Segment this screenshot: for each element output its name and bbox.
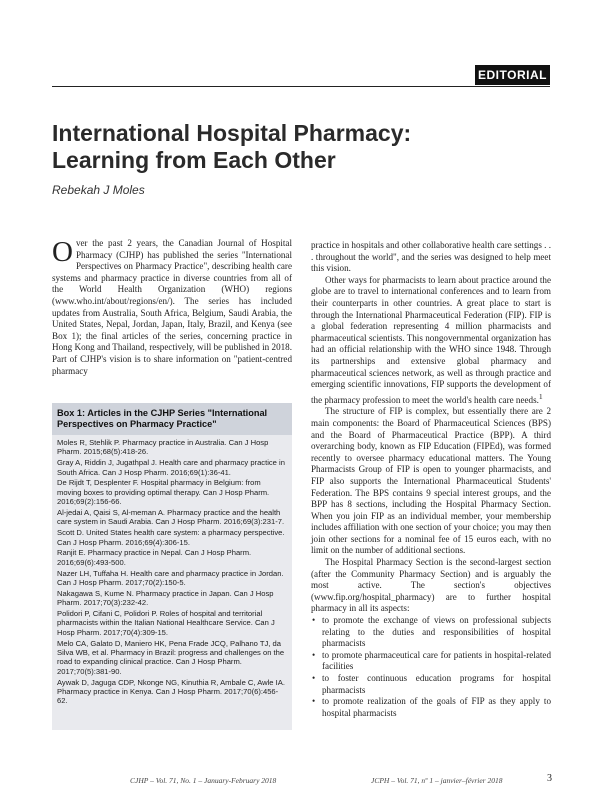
box-reference-item: Ranjit E. Pharmacy practice in Nepal. Can J Hosp Pharm. 2016;69(6):493-500. [57, 548, 252, 567]
list-item: • to foster continuous education programs for hospital pharmacists [311, 673, 551, 696]
box-reference-item: Al-jedai A, Qaisi S, Al-meman A. Pharmacy practice and the health care system in Saudi Arabia. Can J Hosp Pharm. 2016;69(3):231-7. [57, 508, 285, 527]
right-paragraph-4: The Hospital Pharmacy Section is the second-largest section (after the Community Pharmacy Section) and is arguably the most active. The section's objectives (www.fip.org/hospital_pharmacy) are to further hospital pharmacy in all its aspects: [311, 557, 551, 614]
objectives-list [311, 615, 551, 719]
box-reference-item: Gray A, Riddin J, Jugathpal J. Health care and pharmacy practice in South Africa. Can J Hosp Pharm. 2016;69(1):36-41. [57, 458, 285, 477]
left-paragraph-1-text: ver the past 2 years, the Canadian Journal of Hospital Pharmacy (CJHP) has published the series "International Perspectives on Pharmacy Practice", describing health care systems and pharmacy practice in diverse countries from all of the World Health Organization (WHO) regions (www.who.int/about/regions/en/). The series has included updates from Australia, South Africa, Belgium, Saudi Arabia, the United States, Nepal, Jordan, Japan, Italy, Brazil, and Kenya (see Box 1); the final articles of the series, concerning practice in Hong Kong and Thailand, respectively, will be published in 2018. Part of CJHP's vision is to share information on "patient-centred pharmacy [52, 238, 292, 376]
box-reference-item: Moles R, Stehlik P. Pharmacy practice in Australia. Can J Hosp Pharm. 2015;68(5):418-26. [57, 438, 269, 457]
right-paragraph-2 [311, 275, 551, 407]
footer-english: CJHP – Vol. 71, No. 1 – January-February 2018 [130, 776, 277, 785]
box-reference-item: De Rijdt T, Desplenter F. Hospital pharmacy in Belgium: from moving boxes to providing optimal therapy. Can J Hosp Pharm. 2016;69(2):156-66. [57, 478, 270, 507]
left-column [52, 238, 292, 377]
drop-cap: O [52, 236, 73, 268]
box-reference-item: Polidori P, Cifani C, Polidori P. Roles of hospital and territorial pharmacists within the Italian National Healthcare Service. Can J Hosp Pharm. 2017;70(4):309-15. [57, 609, 275, 637]
section-label: EDITORIAL [475, 65, 550, 85]
article-title: International Hospital Pharmacy: Learning from Each Other [52, 120, 412, 173]
list-item: • to promote the exchange of views on professional subjects relating to the duties and responsibilities of hospital pharmacists [311, 615, 551, 650]
box-reference-item: Scott D. United States health care system: a pharmacy perspective. Can J Hosp Pharm. 2016;69(4):306-15. [57, 528, 285, 547]
box-1 [52, 403, 292, 730]
box-reference-item: Nakagawa S, Kume N. Pharmacy practice in Japan. Can J Hosp Pharm. 2017;70(3):232-42. [57, 588, 274, 608]
box-reference-list [52, 435, 292, 706]
header-rule [52, 86, 550, 87]
box-reference-item: Aywak D, Jaguga CDP, Nkonge NG, Kinuthia R, Ambale C, Awle IA. Pharmacy practice in Kenya. Can J Hosp Pharm. 2017;70(6):456-62. [57, 677, 285, 706]
page-number: 3 [547, 773, 552, 784]
box-heading: Box 1: Articles in the CJHP Series "International Perspectives on Pharmacy Practice" [52, 403, 292, 435]
right-paragraph-2-text: Other ways for pharmacists to learn about practice around the globe are to travel to international conferences and to learn from their counterparts in other countries. A great place to start is through the International Pharmaceutical Federation (FIP). FIP is a global federation representing 4 million pharmacists and pharmaceutical scientists. This nongovernmental organization has had an official relationship with the WHO since 1948. Through its partnerships and extensive global pharmacy and pharmaceutical sciences network, as well as through practice and emerging scientific innovations, FIP supports the development of the pharmacy profession to meet the world's health care needs. [311, 274, 551, 405]
right-paragraph-1: practice in hospitals and other collaborative health care settings . . . throughout the world", and the series was designed to help meet this vision. [311, 240, 551, 274]
right-column [311, 240, 551, 719]
box-reference-item: Nazer LH, Tuffaha H. Health care and pharmacy practice in Jordan. Can J Hosp Pharm. 2017;70(2):150-5. [57, 568, 284, 588]
list-item: • to promote realization of the goals of FIP as they apply to hospital pharmacists [311, 696, 551, 719]
footer-french: JCPH – Vol. 71, nº 1 – janvier–février 2018 [371, 776, 503, 785]
box-reference-item: Melo CA, Galato D, Maniero HK, Pena Frade JCQ, Palhano TJ, da Silva WB, et al. Pharmacy in Brazil: progress and challenges on the road to expanding clinical practice. Can J Hosp Pharm. 2017;70(5):381-90. [57, 638, 285, 676]
reference-marker: 1 [538, 391, 543, 401]
list-item: • to promote pharmaceutical care for patients in hospital-related facilities [311, 650, 551, 673]
left-paragraph-1 [52, 238, 292, 377]
article-author: Rebekah J Moles [52, 183, 145, 197]
right-paragraph-3: The structure of FIP is complex, but essentially there are 2 main components: the Board of Pharmaceutical Sciences (BPS) and the Board of Pharmaceutical Practice (BPP). A third overarching body, known as FIP Education (FIPEd), was formed recently to oversee pharmacy educational matters. The Young Pharmacists Group of FIP is open to younger pharmacists, and FIP also supports the International Pharmaceutical Students' Federation. The BPS contains 9 special interest groups, and the BPP has 8 sections, including the Hospital Pharmacy Section. When you join FIP as an individual member, your membership includes affiliation with one section of your choice; you may then join other sections for a nominal fee of 15 euros each, with no limit on the number of additional sections. [311, 406, 551, 556]
